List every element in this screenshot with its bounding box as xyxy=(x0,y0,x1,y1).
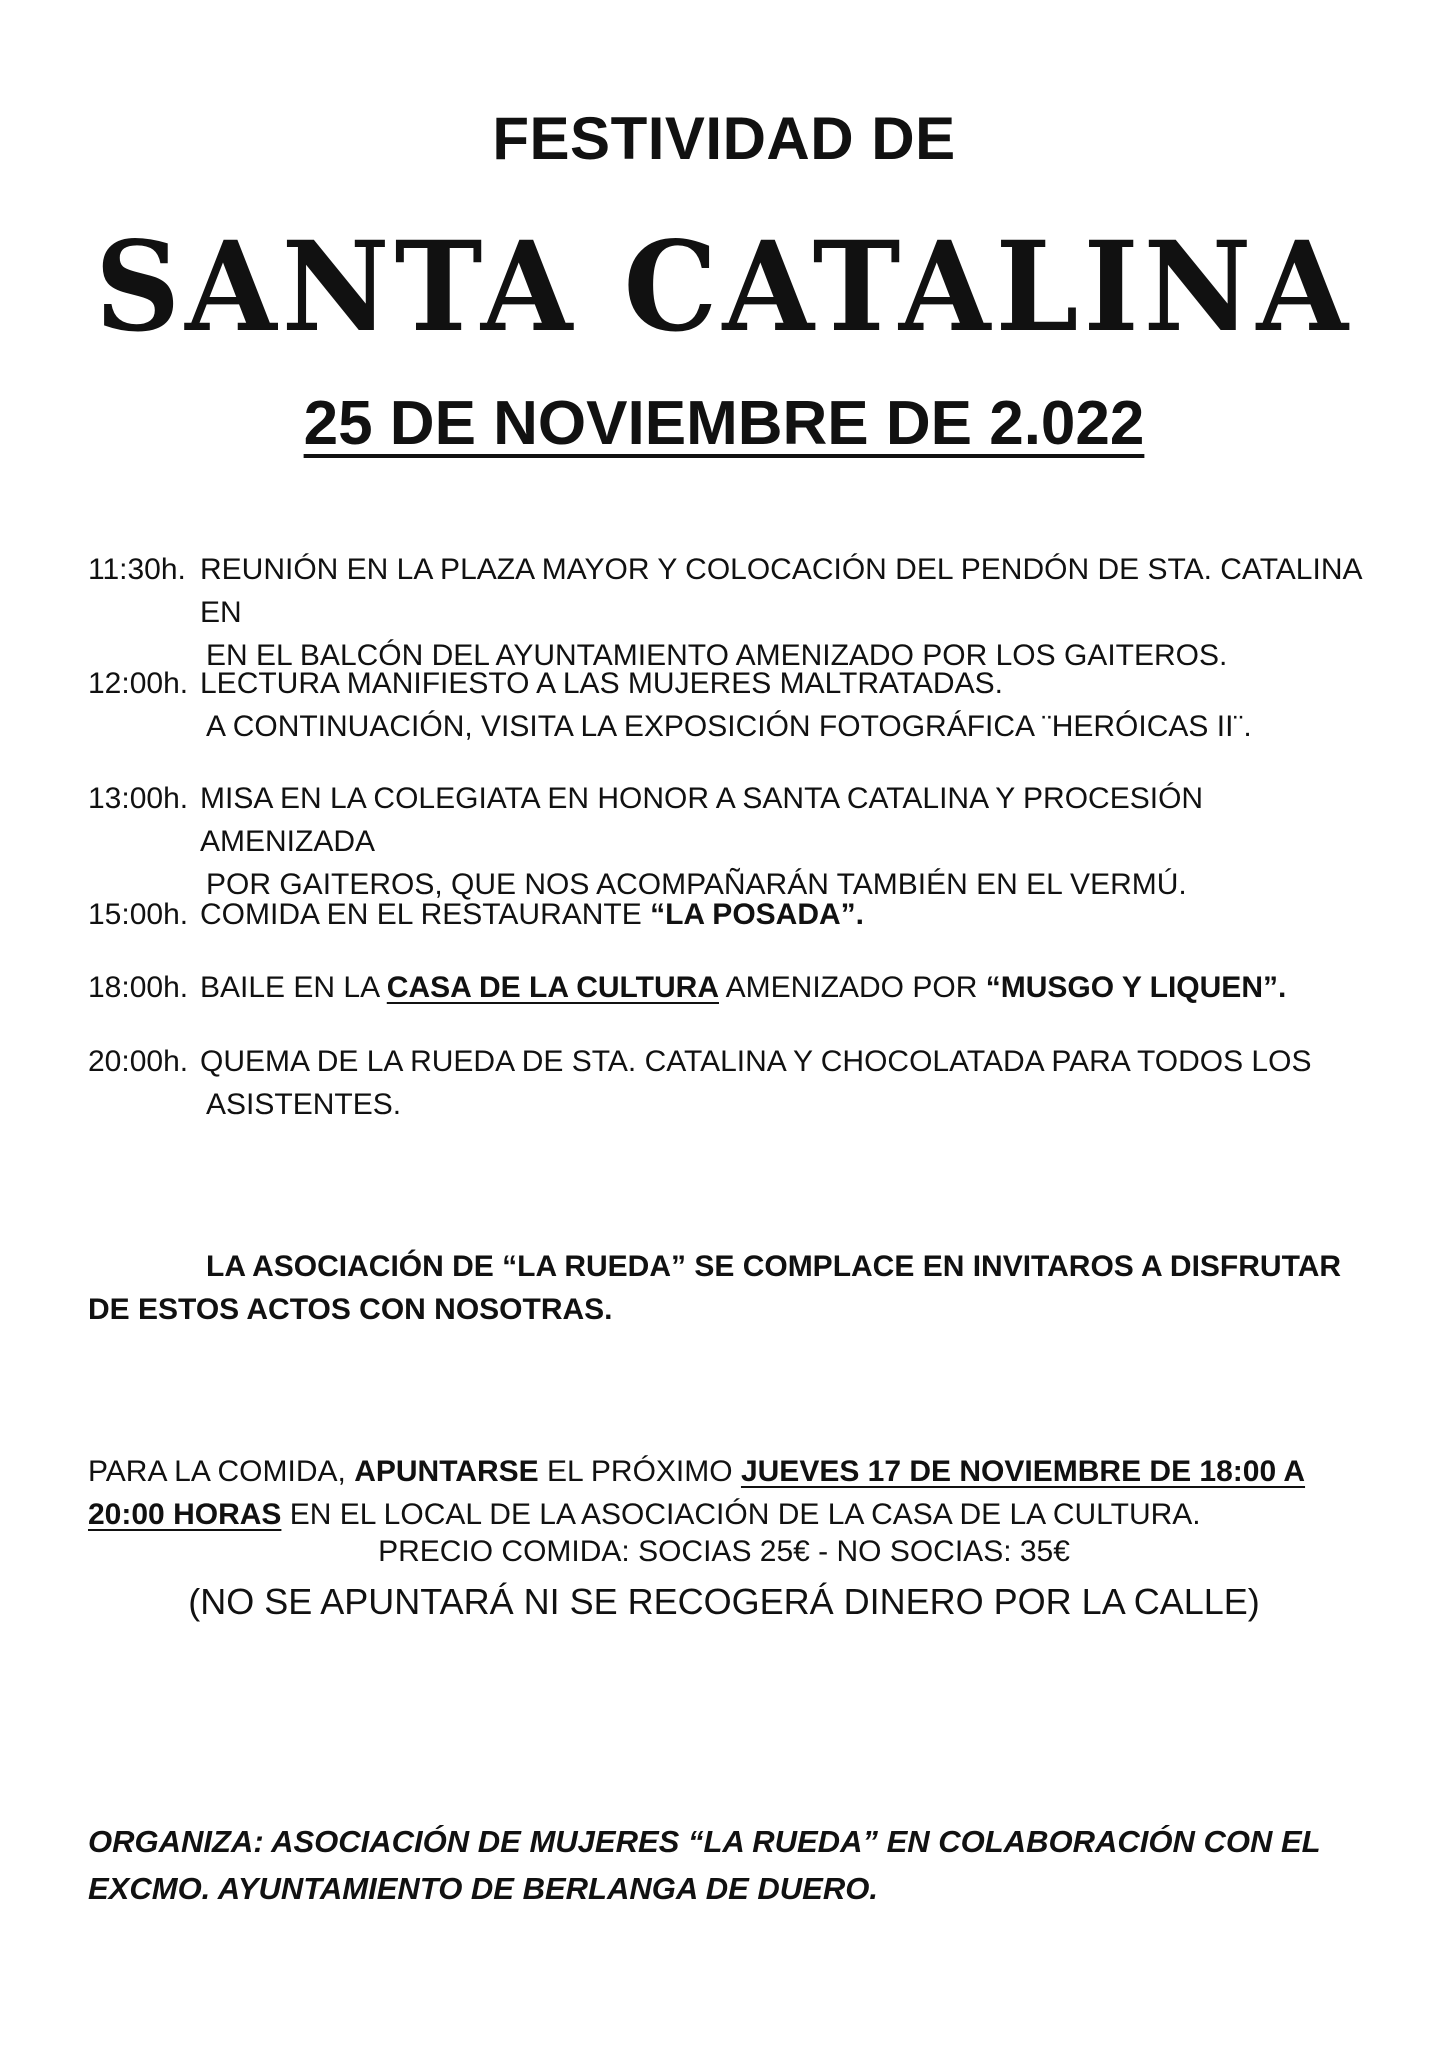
schedule-item xyxy=(88,1040,1378,1126)
schedule-time: 11:30h. xyxy=(88,553,186,586)
schedule-item xyxy=(88,893,1378,936)
schedule-text: QUEMA DE LA RUEDA DE STA. CATALINA Y CHOCOLATADA PARA TODOS LOS xyxy=(200,1045,1312,1078)
schedule-text-continued: ASISTENTES. xyxy=(206,1088,402,1121)
band-name: “MUSGO Y LIQUEN”. xyxy=(985,971,1287,1004)
schedule-text: BAILE EN LA xyxy=(200,971,379,1004)
restaurant-name: “LA POSADA”. xyxy=(650,898,864,931)
schedule-item xyxy=(88,662,1378,748)
schedule-time: 20:00h. xyxy=(88,1045,189,1078)
signup-info xyxy=(88,1450,1378,1536)
signup-action: APUNTARSE xyxy=(354,1455,539,1488)
schedule-text-continued: EN EL BALCÓN DEL AYUNTAMIENTO AMENIZADO POR LOS GAITEROS. xyxy=(206,639,1228,672)
signup-location: EN EL LOCAL DE LA ASOCIACIÓN DE LA CASA DE LA CULTURA. xyxy=(289,1498,1201,1531)
schedule-text-continued: POR GAITEROS, QUE NOS ACOMPAÑARÁN TAMBIÉN EN EL VERMÚ. xyxy=(206,868,1187,901)
schedule-time: 18:00h. xyxy=(88,971,189,1004)
event-date xyxy=(0,388,1448,459)
schedule-text-continued: A CONTINUACIÓN, VISITA LA EXPOSICIÓN FOTOGRÁFICA ¨HERÓICAS II¨. xyxy=(206,710,1252,743)
schedule-time: 15:00h. xyxy=(88,898,189,931)
schedule-text: AMENIZADO POR xyxy=(725,971,978,1004)
schedule-item xyxy=(88,966,1378,1009)
schedule-text: MISA EN LA COLEGIATA EN HONOR A SANTA CATALINA Y PROCESIÓN AMENIZADA xyxy=(200,782,1204,858)
schedule-text: LECTURA MANIFIESTO A LAS MUJERES MALTRATADAS. xyxy=(200,667,1003,700)
schedule-time: 12:00h. xyxy=(88,667,189,700)
schedule-text: REUNIÓN EN LA PLAZA MAYOR Y COLOCACIÓN DEL PENDÓN DE STA. CATALINA EN xyxy=(200,553,1361,629)
venue-name: CASA DE LA CULTURA xyxy=(386,971,719,1004)
schedule-item xyxy=(88,777,1378,906)
schedule-text: COMIDA EN EL RESTAURANTE xyxy=(200,898,642,931)
heading-santa-catalina: SANTA CATALINA xyxy=(94,213,1354,360)
heading-festividad: FESTIVIDAD DE xyxy=(492,105,956,172)
meal-price: PRECIO COMIDA: SOCIAS 25€ - NO SOCIAS: 35€ xyxy=(378,1535,1070,1568)
organizer-credit: ORGANIZA: ASOCIACIÓN DE MUJERES “LA RUEDA” EN COLABORACIÓN CON EL EXCMO. AYUNTAMIENTO DE BERLANGA DE DUERO. xyxy=(88,1824,1321,1906)
signup-date: JUEVES 17 DE NOVIEMBRE DE 18:00 A 20:00 HORAS xyxy=(88,1455,1306,1531)
signup-text: EL PRÓXIMO xyxy=(547,1455,733,1488)
invitation-text: LA ASOCIACIÓN DE “LA RUEDA” SE COMPLACE EN INVITAROS A DISFRUTAR DE ESTOS ACTOS CON NOSOTRAS. xyxy=(88,1250,1342,1326)
schedule-item xyxy=(88,548,1378,677)
signup-text: PARA LA COMIDA, xyxy=(88,1455,346,1488)
payment-notice: (NO SE APUNTARÁ NI SE RECOGERÁ DINERO POR LA CALLE) xyxy=(188,1581,1260,1622)
event-date-text: 25 DE NOVIEMBRE DE 2.022 xyxy=(303,389,1145,458)
schedule-time: 13:00h. xyxy=(88,782,189,815)
